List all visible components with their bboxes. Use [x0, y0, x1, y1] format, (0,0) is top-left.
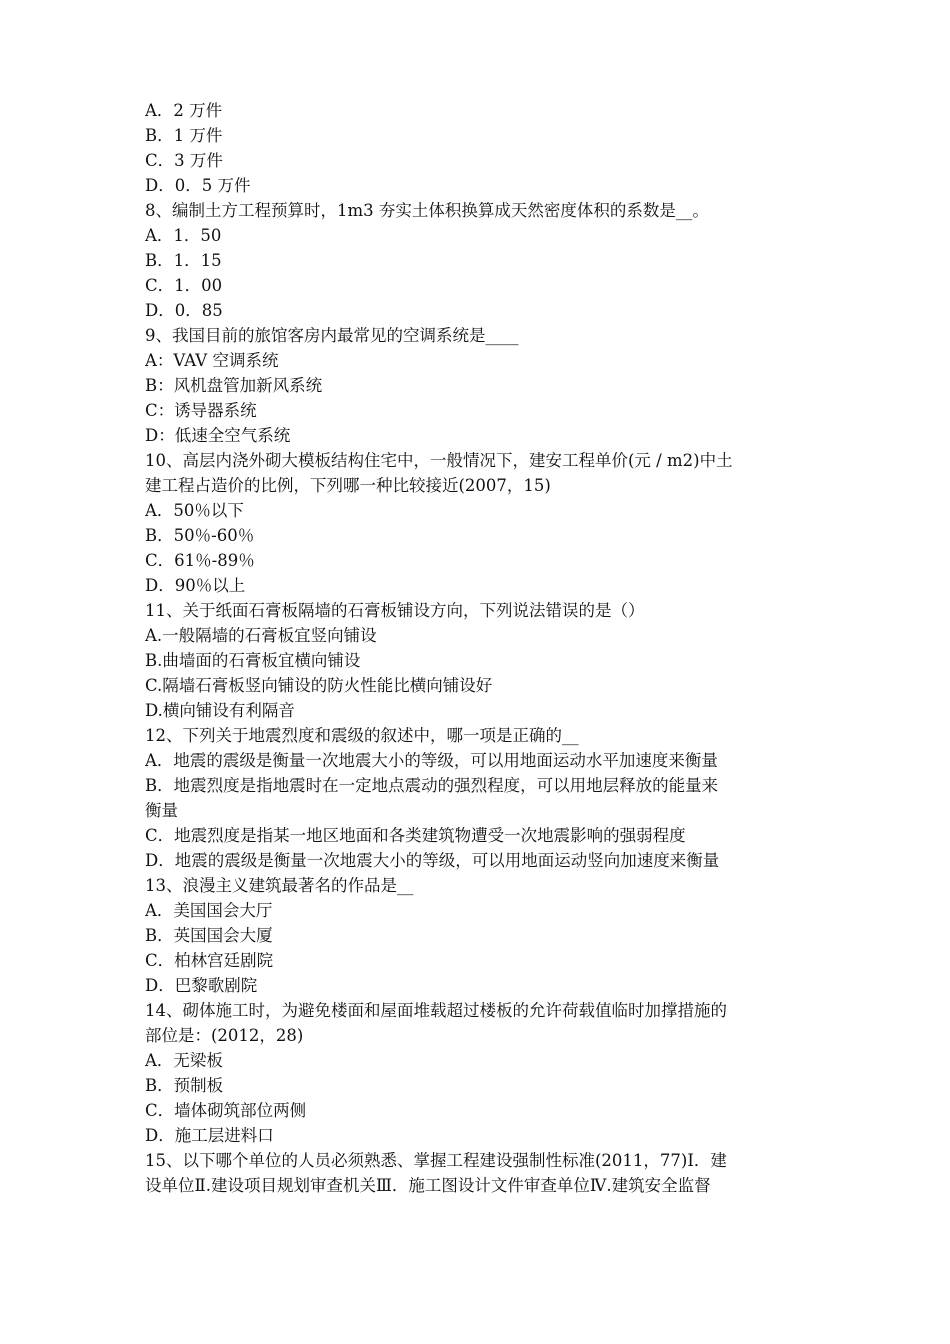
option-line: D．0．5 万件 — [145, 176, 251, 195]
question-14-continued: 部位是：(2012，28) — [145, 1026, 304, 1045]
document-body — [145, 98, 813, 1198]
option-line: B．50％-60％ — [145, 526, 255, 545]
option-line: B．1．15 — [145, 251, 222, 270]
option-line: C．3 万件 — [145, 151, 223, 170]
option-line: B.曲墙面的石膏板宜横向铺设 — [145, 651, 361, 670]
option-line: B．预制板 — [145, 1076, 224, 1095]
question-15-continued: 设单位Ⅱ.建设项目规划审查机关Ⅲ．施工图设计文件审查单位Ⅳ.建筑安全监督 — [145, 1176, 711, 1195]
option-line: A．1．50 — [145, 226, 222, 245]
option-line: D．90％以上 — [145, 576, 246, 595]
option-line: B：风机盘管加新风系统 — [145, 376, 323, 395]
option-line: D.横向铺设有利隔音 — [145, 701, 295, 720]
question-11: 11、关于纸面石膏板隔墙的石膏板铺设方向，下列说法错误的是（） — [145, 601, 645, 620]
option-line-continued: 衡量 — [145, 801, 178, 820]
option-line: C．61％-89％ — [145, 551, 255, 570]
option-line: A：VAV 空调系统 — [145, 351, 279, 370]
question-15: 15、以下哪个单位的人员必须熟悉、掌握工程建设强制性标准(2011，77)Ⅰ．建 — [145, 1151, 727, 1170]
option-line: C．墙体砌筑部位两侧 — [145, 1101, 307, 1120]
option-line: A．2 万件 — [145, 101, 223, 120]
option-line: C：诱导器系统 — [145, 401, 257, 420]
option-line: C．地震烈度是指某一地区地面和各类建筑物遭受一次地震影响的强弱程度 — [145, 826, 686, 845]
option-line: D．施工层进料口 — [145, 1126, 274, 1145]
option-line: D．地震的震级是衡量一次地震大小的等级，可以用地面运动竖向加速度来衡量 — [145, 851, 720, 870]
option-line: D．0．85 — [145, 301, 223, 320]
question-13: 13、浪漫主义建筑最著名的作品是__ — [145, 876, 414, 895]
option-line: C．柏林宫廷剧院 — [145, 951, 274, 970]
option-line: A．无梁板 — [145, 1051, 223, 1070]
option-line: C．1．00 — [145, 276, 223, 295]
option-line: D：低速全空气系统 — [145, 426, 291, 445]
question-9: 9、我国目前的旅馆客房内最常见的空调系统是____ — [145, 326, 519, 345]
option-line: B．1 万件 — [145, 126, 223, 145]
option-line: A．美国国会大厅 — [145, 901, 273, 920]
question-8: 8、编制土方工程预算时，1m3 夯实土体积换算成天然密度体积的系数是__。 — [145, 201, 709, 220]
option-line: A．地震的震级是衡量一次地震大小的等级，可以用地面运动水平加速度来衡量 — [145, 751, 718, 770]
option-line: A.一般隔墙的石膏板宜竖向铺设 — [145, 626, 377, 645]
question-12: 12、下列关于地震烈度和震级的叙述中，哪一项是正确的__ — [145, 726, 579, 745]
question-10-continued: 建工程占造价的比例，下列哪一种比较接近(2007，15) — [145, 476, 551, 495]
option-line: D．巴黎歌剧院 — [145, 976, 258, 995]
question-10: 10、高层内浇外砌大模板结构住宅中，一般情况下，建安工程单价(元 / m2)中土 — [145, 451, 733, 470]
question-14: 14、砌体施工时，为避免楼面和屋面堆载超过楼板的允许荷载值临时加撑措施的 — [145, 1001, 727, 1020]
option-line: B．地震烈度是指地震时在一定地点震动的强烈程度，可以用地层释放的能量来 — [145, 776, 719, 795]
option-line: A．50％以下 — [145, 501, 244, 520]
option-line: C.隔墙石膏板竖向铺设的防火性能比横向铺设好 — [145, 676, 493, 695]
option-line: B．英国国会大厦 — [145, 926, 273, 945]
